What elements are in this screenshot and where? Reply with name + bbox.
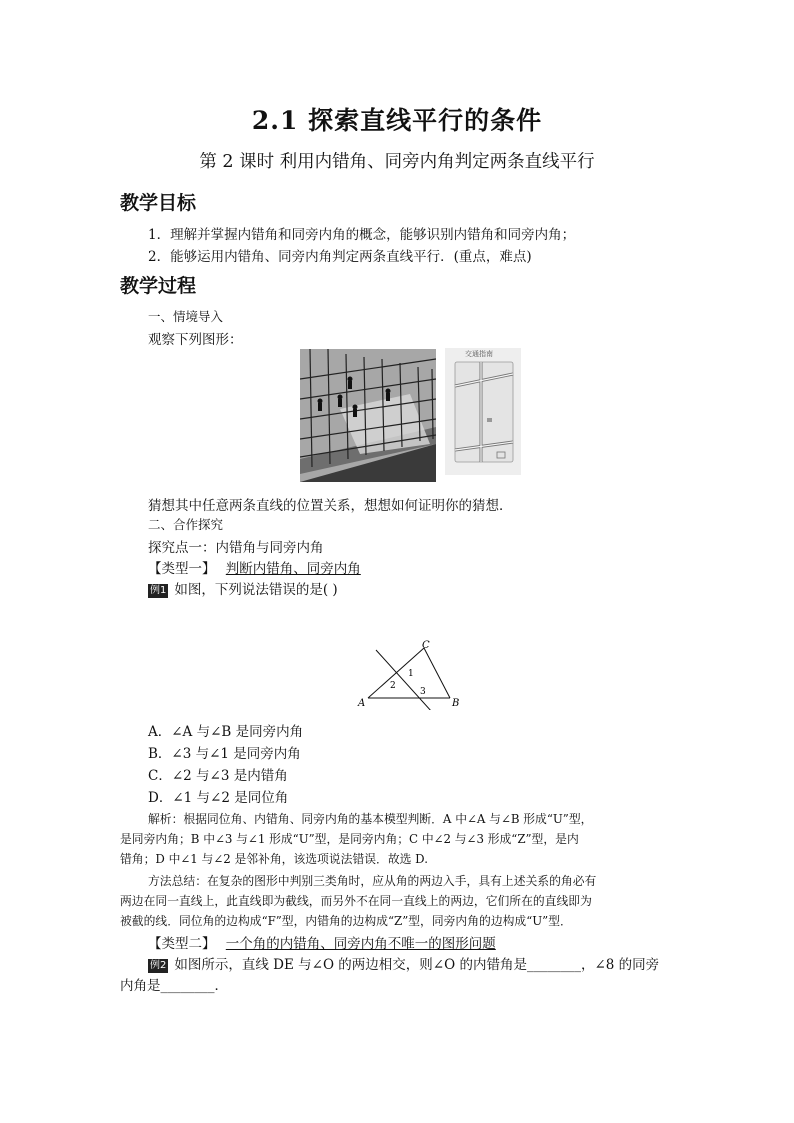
example-1-badge: 例1	[150, 585, 167, 596]
option-c: C．∠2 与∠3 是内错角	[148, 768, 288, 784]
map-label: 交通指南	[465, 350, 493, 358]
line-ac	[368, 648, 424, 698]
angle-1-label: 1	[408, 669, 414, 679]
guess-text: 猜想其中任意两条直线的位置关系，想想如何证明你的猜想．	[148, 498, 513, 514]
summary-line-1: 方法总结：在复杂的图形中判别三类角时，应从角的两边入手，具有上述关系的角必有	[148, 874, 597, 888]
traffic-guide-map	[445, 348, 521, 475]
angle-3-label: 3	[420, 687, 426, 697]
option-d: D．∠1 与∠2 是同位角	[148, 790, 289, 806]
part1-heading: 一、情境导入	[148, 309, 224, 324]
option-a: A．∠A 与∠B 是同旁内角	[148, 724, 304, 740]
angle-2-label: 2	[390, 681, 396, 691]
example-1	[148, 578, 338, 598]
vertex-b-label: B	[452, 698, 460, 709]
option-b: B．∠3 与∠1 是同旁内角	[148, 746, 301, 762]
summary-line-2: 两边在同一直线上，此直线即为截线，而另外不在同一直线上的两边，它们所在的直线即为	[120, 894, 592, 908]
objective-item-2: 2．能够运用内错角、同旁内角判定两条直线平行．(重点，难点)	[148, 249, 532, 265]
type1-title: 判断内错角、同旁内角	[225, 561, 361, 577]
example-2-line-1: 如图所示，直线 DE 与∠O 的两边相交，则∠O 的内错角是________，∠8 的同旁	[174, 957, 660, 973]
example-2-line-2: 内角是________．	[120, 978, 228, 994]
example-2-badge: 例2	[150, 960, 167, 971]
analysis-line-3: 错角；D 中∠1 与∠2 是邻补角，该选项说法错误．故选 D.	[120, 852, 428, 866]
type1-line	[148, 557, 361, 577]
example-2	[148, 953, 659, 973]
objective-item-1: 1．理解并掌握内错角和同旁内角的概念，能够识别内错角和同旁内角；	[148, 227, 576, 243]
analysis-line-1: 解析：根据同位角、内错角、同旁内角的基本模型判断．A 中∠A 与∠B 形成“U”型，	[148, 812, 593, 826]
example-1-question: 如图，下列说法错误的是( )	[174, 582, 338, 598]
process-heading: 教学过程	[120, 275, 197, 297]
analysis-line-2: 是同旁内角；B 中∠3 与∠1 形成“U”型，是同旁内角；C 中∠2 与∠3 形成“Z”型，是内	[120, 832, 579, 846]
transversal-line	[376, 650, 432, 710]
type2-line	[148, 932, 496, 952]
type1-prefix: 【类型一】	[148, 561, 216, 577]
explore-point-1: 探究点一：内错角与同旁内角	[148, 540, 324, 556]
summary-line-3: 被截的线．同位角的边构成“F”型，内错角的边构成“Z”型，同旁内角的边构成“U”型．	[120, 914, 572, 928]
objectives-heading: 教学目标	[120, 192, 197, 214]
type2-title: 一个角的内错角、同旁内角不唯一的图形问题	[225, 936, 496, 952]
observe-text: 观察下列图形：	[148, 332, 243, 348]
page-title: 2.1 探索直线平行的条件	[251, 106, 543, 135]
type2-prefix: 【类型二】	[148, 936, 216, 952]
lesson-subtitle: 第 2 课时 利用内错角、同旁内角判定两条直线平行	[199, 152, 595, 172]
triangle-figure	[352, 636, 472, 710]
vertex-a-label: A	[358, 698, 366, 709]
part2-heading: 二、合作探究	[148, 517, 224, 532]
line-cb	[424, 648, 450, 698]
vertex-c-label: C	[422, 640, 430, 651]
scaffold-photo	[300, 349, 436, 482]
